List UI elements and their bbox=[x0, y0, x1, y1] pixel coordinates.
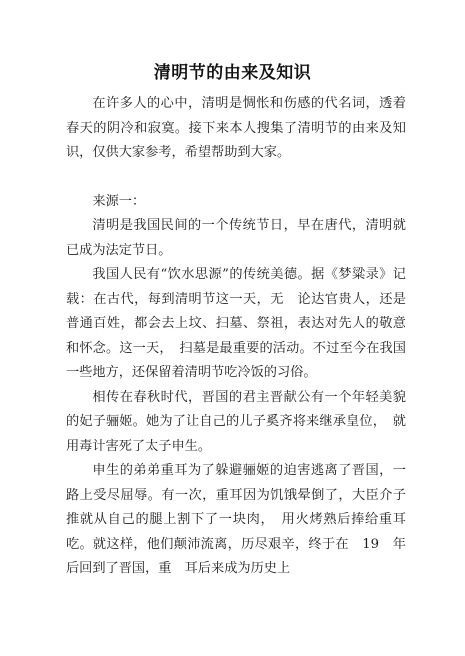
paragraph-spacer bbox=[66, 166, 406, 190]
intro-paragraph: 在许多人的心中，清明是惆怅和伤感的代名词，透着春天的阴冷和寂寞。接下来本人搜集了清明节的由来及知识，仅供大家参考，希望帮助到大家。 bbox=[66, 96, 406, 160]
body-paragraph: 清明是我国民间的一个传统节日，早在唐代，清明就已成为法定节日。 bbox=[66, 218, 406, 258]
body-paragraph: 我国人民有“饮水思源”的传统美德。据《梦粱录》记载：在古代，每到清明节这一天，无 论达官贵人，还是普通百姓，都会去上坟、扫墓、祭祖，表达对先人的敬意和怀念。这一天， 扫墓是最重要的活动。不过至今在我国一些地方，还保留着清明节吃冷饭的习俗。 bbox=[66, 267, 406, 380]
body-paragraph: 申生的弟弟重耳为了躲避骊姬的迫害逃离了晋国，一路上受尽屈辱。有一次，重耳因为饥饿晕倒了，大臣介子推就从自己的腿上割下了一块肉， 用火烤熟后捧给重耳吃。就这样，他们颠沛流离，历尽艰辛，终于在 19 年后回到了晋国，重 耳后来成为历史上 bbox=[66, 463, 406, 576]
document-title: 清明节的由来及知识 bbox=[153, 63, 312, 83]
body-paragraph: 相传在春秋时代，晋国的君主晋献公有一个年轻美貌的妃子骊姬。她为了让自己的儿子奚齐将来继承皇位， 就用毒计害死了太子申生。 bbox=[66, 389, 406, 454]
section-heading-source-one: 来源一： bbox=[92, 193, 146, 209]
document-body bbox=[66, 92, 406, 582]
